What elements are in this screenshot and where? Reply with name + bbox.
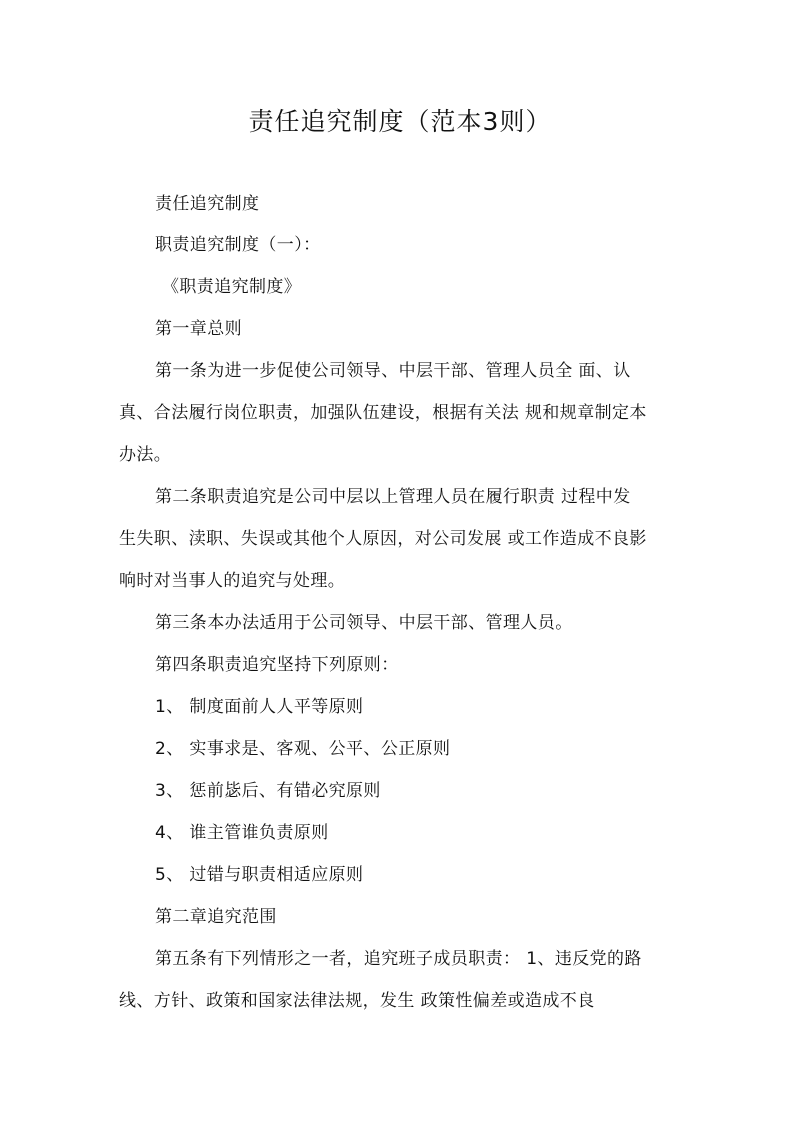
- paragraph-line: 责任追究制度: [155, 194, 260, 214]
- paragraph-line: 响时对当事人的追究与处理。: [119, 571, 346, 591]
- paragraph-line: 第一条为进一步促使公司领导、中层干部、管理人员全 面、认: [155, 361, 631, 381]
- paragraph-line: 第二条职责追究是公司中层以上管理人员在履行职责 过程中发: [155, 487, 631, 507]
- paragraph-line: 第三条本办法适用于公司领导、中层干部、管理人员。: [155, 613, 573, 633]
- list-item: 1、 制度面前人人平等原则: [155, 697, 364, 717]
- list-item: 2、 实事求是、客观、公平、公正原则: [155, 739, 451, 759]
- paragraph-line: 职责追究制度（一）：: [155, 235, 321, 255]
- paragraph-line: 第四条职责追究坚持下列原则：: [155, 655, 399, 675]
- document-title: 责任追究制度（范本3则）: [248, 107, 552, 136]
- paragraph-line: 办法。: [119, 445, 172, 465]
- paragraph-line: 真、合法履行岗位职责，加强队伍建设，根据有关法 规和规章制定本: [119, 403, 647, 423]
- list-item: 3、 惩前毖后、有错必究原则: [155, 781, 381, 801]
- paragraph-line: 生失职、渎职、失误或其他个人原因，对公司发展 或工作造成不良影: [119, 529, 647, 549]
- paragraph-line: 《职责追究制度》: [162, 277, 302, 297]
- list-item: 5、 过错与职责相适应原则: [155, 865, 364, 885]
- paragraph-line: 线、方针、政策和国家法律法规，发生 政策性偏差或造成不良: [119, 991, 595, 1011]
- chapter-heading: 第二章追究范围: [155, 907, 277, 927]
- paragraph-line: 第五条有下列情形之一者，追究班子成员职责： 1、违反党的路: [155, 949, 642, 969]
- list-item: 4、 谁主管谁负责原则: [155, 823, 329, 843]
- chapter-heading: 第一章总则: [155, 319, 242, 339]
